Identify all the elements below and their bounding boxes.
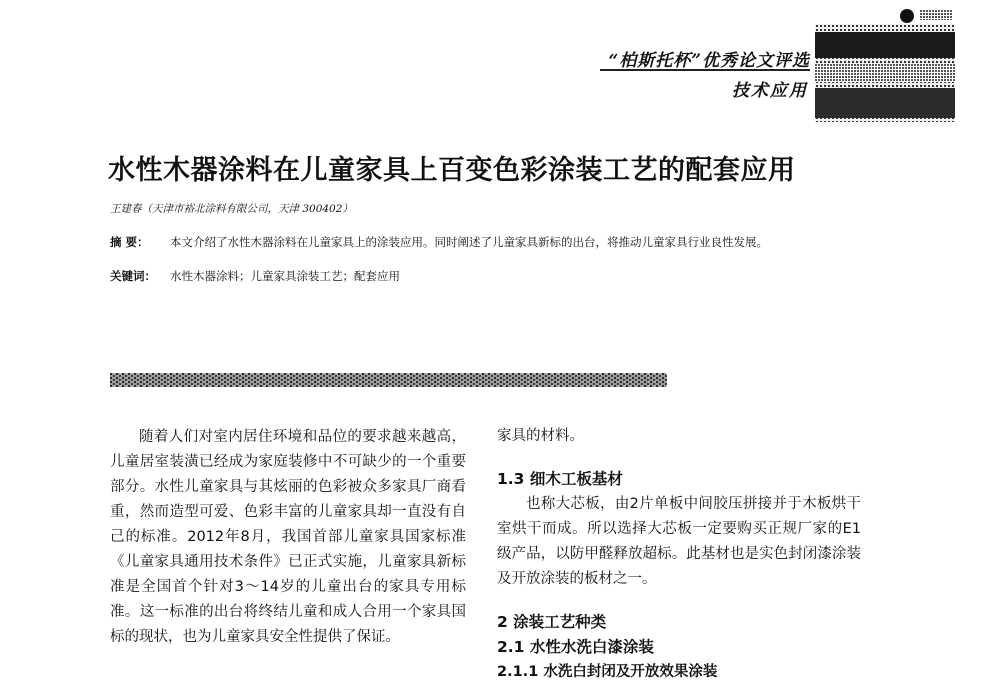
column-title: 技术应用 (732, 81, 808, 101)
keywords (110, 268, 820, 286)
intro-paragraph: 随着人们对室内居住环境和品位的要求越来越高，儿童居室装潢已经成为家庭装修中不可缺少的一个重要部分。水性儿童家具与其炫丽的色彩被众多家具厂商看重，然而造型可爱、色彩丰富的儿童家具却一直没有自己的标准。2012年8月，我国首部儿童家具国家标准《儿童家具通用技术条件》已正式实施，儿童家具新标准是全国首个针对3～14岁的儿童出台的家具专用标准。这一标准的出台将终结儿童和成人合用一个家具国标的现状，也为儿童家具安全性提供了保证。 (110, 429, 466, 645)
article-title: 水性木器涂料在儿童家具上百变色彩涂装工艺的配套应用 (108, 155, 796, 186)
section-divider (110, 373, 667, 387)
right-column (497, 424, 861, 685)
header-dot (900, 9, 914, 23)
keywords-text: 水性木器涂料；儿童家具涂装工艺；配套应用 (170, 269, 400, 283)
abstract-text: 本文介绍了水性木器涂料在儿童家具上的涂装应用。同时阐述了儿童家具新标的出台，将推动儿童家具行业良性发展。 (170, 235, 768, 249)
header-decoration (815, 4, 955, 122)
abstract-label: 摘 要： (110, 235, 149, 249)
continuation-text: 家具的材料。 (497, 428, 584, 444)
section-2-1-1-heading: 2.1.1 水洗白封闭及开放效果涂装 (497, 664, 718, 680)
abstract (110, 234, 820, 268)
section-1-3-heading: 1.3 细木工板基材 (497, 470, 623, 488)
section-1-3-text: 也称大芯板，由2片单板中间胶压拼接并于木板烘干室烘干而成。所以选择大芯板一定要购买正规厂家的E1级产品，以防甲醛释放超标。此基材也是实色封闭漆涂装及开放涂装的板材之一。 (497, 496, 861, 587)
series-title: “柏斯托杯”优秀论文评选 (608, 51, 810, 71)
author-line: 王建春（天津市裕北涂料有限公司，天津 300402） (110, 203, 353, 215)
keywords-label: 关键词： (110, 269, 156, 283)
left-column (110, 425, 466, 650)
section-2-1-heading: 2.1 水性水洗白漆涂装 (497, 638, 654, 656)
section-2-heading: 2 涂装工艺种类 (497, 613, 607, 631)
